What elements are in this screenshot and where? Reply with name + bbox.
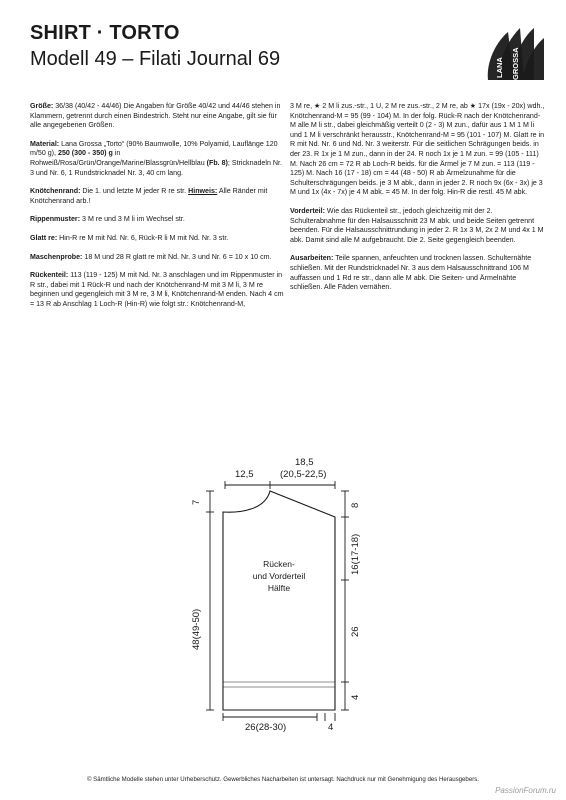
label-right-8: 8 <box>350 502 361 508</box>
schematic-diagram <box>185 455 385 735</box>
label-left-top: 7 <box>191 499 202 505</box>
label-center-3: Hälfte <box>267 583 291 593</box>
logo-text-grossa: GROSSA <box>511 47 520 80</box>
section-knoetchenrand: Knötchenrand: Die 1. und letzte M jeder R re str. Hinweis: Alle Ränder mit Knötchenrand arb.! <box>30 187 268 205</box>
watermark: PassionForum.ru <box>495 786 556 795</box>
section-groesse: Größe: 36/38 (40/42 - 44/46) Die Angaben für Größe 40/42 und 44/46 stehen in Klammern, getrennt durch einen Bindestrich. Steht nur eine Angabe, gilt sie für alle angegebenen Größen. <box>30 102 281 130</box>
label-right-4: 4 <box>350 694 361 700</box>
label-left-main: 48(49-50) <box>191 608 202 650</box>
copyright-footer: © Sämtliche Modelle stehen unter Urheberschutz. Gewerbliches Nacharbeiten ist untersagt. Nachdruck nur mit Genehmigung des Herausgebers. <box>87 776 479 783</box>
lana-grossa-logo <box>484 22 546 84</box>
label-bottom-4: 4 <box>328 722 334 733</box>
page-subtitle: Modell 49 – Filati Journal 69 <box>30 48 281 70</box>
label-right-26: 26 <box>350 626 361 637</box>
garment-outline <box>223 491 335 710</box>
section-maschenprobe: Maschenprobe: 18 M und 28 R glatt re mit Nd. Nr. 3 und Nr. 6 = 10 x 10 cm. <box>30 252 272 261</box>
section-rueckenteil: Rückenteil: 113 (119 - 125) M mit Nd. Nr. 3 anschlagen und im Rippenmuster in R str., dabei mit 1 Rück-R und nach der Knötchenrand-M mit 3 M li, 3 M re beginnen und gegengleich mit 3 M re, 3 M li, Knötchenrand-M enden. Nach 4 cm = 13 R ab Anschlag 1 Loch-R (Hin-R) wie folgt str.: Knötchenrand-M, <box>30 271 284 308</box>
label-top-right-1: 18,5 <box>295 457 314 468</box>
label-bottom-width: 26(28-30) <box>245 722 287 733</box>
section-material: Material: Lana Grossa „Torto“ (90% Baumwolle, 10% Polyamid, Lauflänge 120 m/50 g), 250 (300 - 350) g in Rohweiß/Rosa/Grün/Orange/Marine/Blassgrün/Hellblau (Fb. 8); Stricknadeln Nr. 3 und Nr. 6, 1 Rundstricknadel Nr. 3, 40 cm lang. <box>30 139 282 177</box>
page-title: SHIRT · TORTO <box>30 22 180 44</box>
left-text-column <box>30 102 286 319</box>
label-top-right-2: (20,5-22,5) <box>280 469 327 480</box>
section-rueckenteil-continued: 3 M re, ★ 2 M li zus.-str., 1 U, 2 M re zus.-str., 2 M re, ab ★ 17x (19x - 20x) wdh., Knötchenrand-M = 95 (99 - 104) M. In der folg. Rück-R nach der Knötchenrand-M alle M li str., dabei gleichmäßig verteilt 0 (2 - 3) M zun., dafür aus 1 M 1 M li und 1 M li verschränkt herausstr., Knötchenrand-M = 95 (101 - 107) M. Glatt re in R mit Nd. Nr. 6 und Nd. Nr. 3 weiterstr. Für die seitlichen Schrägungen beids. in der 23. R 1x je 1 M zun., dann in der 24. R noch 1x je 1 M zun. = 99 (105 - 111) M. Nach 26 cm = 72 R ab Loch-R beids. für die Ärmel je 7 M zun. = 113 (119 - 125) M. Nach 16 (17 - 18) cm = 44 (48 - 50) R ab Ärmelzunahme für die Schulterschrägungen beids. je 3 M abk., dann in jeder 2. R noch 9x (6x - 3x) je 3 M und 1x (4x - 7x) je 4 M abk. = 45 M. In der folg. Hin-R die restl. 45 M abk. <box>290 102 545 197</box>
right-text-column <box>290 102 546 302</box>
label-center-2: und Vorderteil <box>252 571 306 581</box>
section-glatt-re: Glatt re: Hin-R re M mit Nd. Nr. 6, Rück-R li M mit Nd. Nr. 3 str. <box>30 233 229 242</box>
section-rippenmuster: Rippenmuster: 3 M re und 3 M li im Wechsel str. <box>30 215 185 224</box>
section-ausarbeiten: Ausarbeiten: Teile spannen, anfeuchten und trocknen lassen. Schulternähte schließen. Mit der Rundstricknadel Nr. 3 aus dem Halsausschnittrand 106 M auffassen und 1 Rd re str., dann alle M abk. Die Seiten- und Ärmelnähte schließen. Alle Fäden vernähen. <box>290 254 532 292</box>
label-top-left: 12,5 <box>235 469 254 480</box>
label-right-16: 16(17-18) <box>350 533 361 575</box>
section-vorderteil: Vorderteil: Wie das Rückenteil str., jedoch gleichzeitig mit der 2. Schulterabnahme für den Halsausschnitt 23 M abk. und beide Seiten getrennt beenden. Für die Halsausschnittrundung in jeder 2. R 1x 3 M, 2x 2 M und 4x 1 M abk. Damit sind alle M aufgebraucht. Die 2. Seite gegengleich beenden. <box>290 206 544 244</box>
logo-text-lana: LANA <box>495 57 504 78</box>
label-center-1: Rücken- <box>263 559 295 569</box>
